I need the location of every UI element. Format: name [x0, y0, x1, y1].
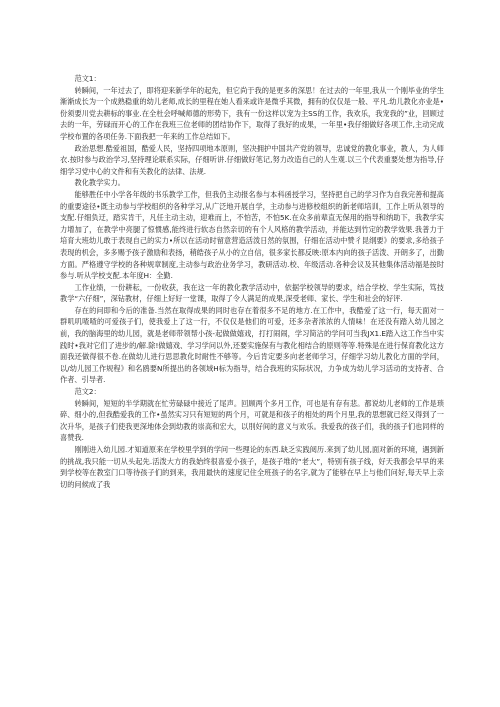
section-heading-1: 范文1： [74, 74, 101, 83]
paragraph: 转瞬间，一年过去了，即将迎来新学年的起先，但它尚于我的是更多的深思！在过去的一年里,我从一个刚毕业的学生渐渐成长为一个成熟稳重的幼儿老师,成长的里程在她人看来或许是微乎其微，拥有的仅仅是一般、平凡.幼儿教化亦业是•份须要川党去耕标的事业.在全杜会呼喊师德的形势下，我有一份这样以宠为主SS的工作，我欢乐，我宠我的”业，回顾过去的一年，劳碌而开心的工作在我班三位老师的团结协作下，取得了我好的成果，一年里•我仔细做好各项工作,主动完成学校布置的各项任务.下面我把一年来的工作总结如下。 [60, 85, 444, 141]
paragraph: 教化教学实力。 [74, 178, 125, 188]
paragraph: 能够胜任中小学各年级的书乐教学工作，但我仍主动报名参与本科函授学习，坚持把自己的学习作为自我完善和提高的重要途径•既主动参与学校组织的各种学习,从广泛地开展自学，主动参与进修校组织的新老师培训，工作上听从领导的支配.仔细负迂，踏实肯干，凡任主动主动，迎难而上，不怕苦，不怕5K.在众多前辈直无保用的指导和纳助下，我教学实力增加了，在教学中亮腿了惊惯感,能终进行软态自然亲切的有个人风格的教学活动，并能达到竹定的教学效果.我普力于培育大班幼儿敢于表现自己的实力•所以在活动时留意营造活泼日然的氛围，仔细在活动中赞彳昆纲要》的要求,多给孩子表现的机会，多多赐予孩子激励和表扬，稍皓孩子从小的立自信，很多家长都反映:原本内向的孩子活泼、开朗多了，出勤方面。严格遵守学校的各种规章制度,主动参与政治业务学习，教研活动.校、年级活动.各种会议及其他集体活动福是按时参与.听从学校支配.本年度H：全勤. [60, 189, 444, 281]
paragraph: 刚刚进入幼儿园.才知道原来在学校里学到的学问一些理论的东西.缺乏实践阅历.来到了幼儿园,面对新的环境，遇到新的挑战,我只能一切从头起先.活泼大方的我始终很喜爱小孩子，是孩子堆的“老大”，特别有孩子线，好天我都会早早的来到学校等在教室门口等待孩子们的到来，我用最快的速度记住全班孩子的名字,就为了能够在早上与他们问好,每天早上亲切的问候成了我 [60, 445, 444, 489]
section-heading-2: 范文2： [74, 387, 101, 397]
document-body [60, 73, 444, 490]
paragraph: 转瞬间，短短的半学期就在忙劳碌碌中接近了尾声。回顾两个多月工作，可也是有存有悲。都说幼儿老师的工作是琐碎、细小的,但我酷爱我的工作•虽然实习只有短短的两个月，可就是和孩子的相处的两个月里,我的思想就已经又得到了一次升华，是孩子们使我更深地体会到幼教的崇高和宏大，以刖好间的意义与欢乐。我爱我的孩子们，我的孩子们也同样的喜赞我. [60, 398, 444, 443]
paragraph: 存在的问即和今后的准备.当然在取得成果的同时也存在着很多不足的地方.在工作中，我酷爱了这一行，每天面对一群叽叽喳喳的可爱孩子们，使我爱上了这一行，不仅仅是他们的可爱，还多杂者浓浓的人情味！在还没有踏入幼儿园之前，我的脑海里的幼儿园，就是老师带领帮小孩-起做做嬉戏，打打闹闹，学习简沾的学问可当我JX1.E踏入这工作当中实践时•我对它们了进步的/解.除!做嬉戏、学习学问以外,还要实施保有与教化相结合的原则等等.特殊是在进行保育教化这方面我还做得很不卷.在做幼儿进行思思教化时耐性不够等。今后肯定要多向老老师学习，仔细学习幼儿教化方面的学问，以/幼儿园工作规程》和名鸥要N所提出的各领域H标为指导，结合我班的实际状况，力争成为幼儿学习活动的支持者、合作者、引导者. [60, 305, 444, 385]
paragraph: 政治思想.酷爱祖国，酷爱人民，坚持四项地本原则，坚决拥护中国共产党的领导，忠诚党的教化事业，教人，为人师衣.按时参与政治学习,坚持理论联系实际，仔细听讲.仔细做好笔记,努力改造自己的人生观.以三个代表重要处想为指导,仔细学习党中心的文件和有关教化的法律、法规. [60, 143, 444, 176]
paragraph: 工作业绩，一份耕耘，一份收获，我在这一年的教化教学活动中，依据学校领导的要求，结合学校、学生实际，笃技教学“六仔细”，深钻教材，仔细上好好一堂课，取得了令人满足的成果,深受老师、家长、学生和社会的好评. [60, 282, 444, 304]
